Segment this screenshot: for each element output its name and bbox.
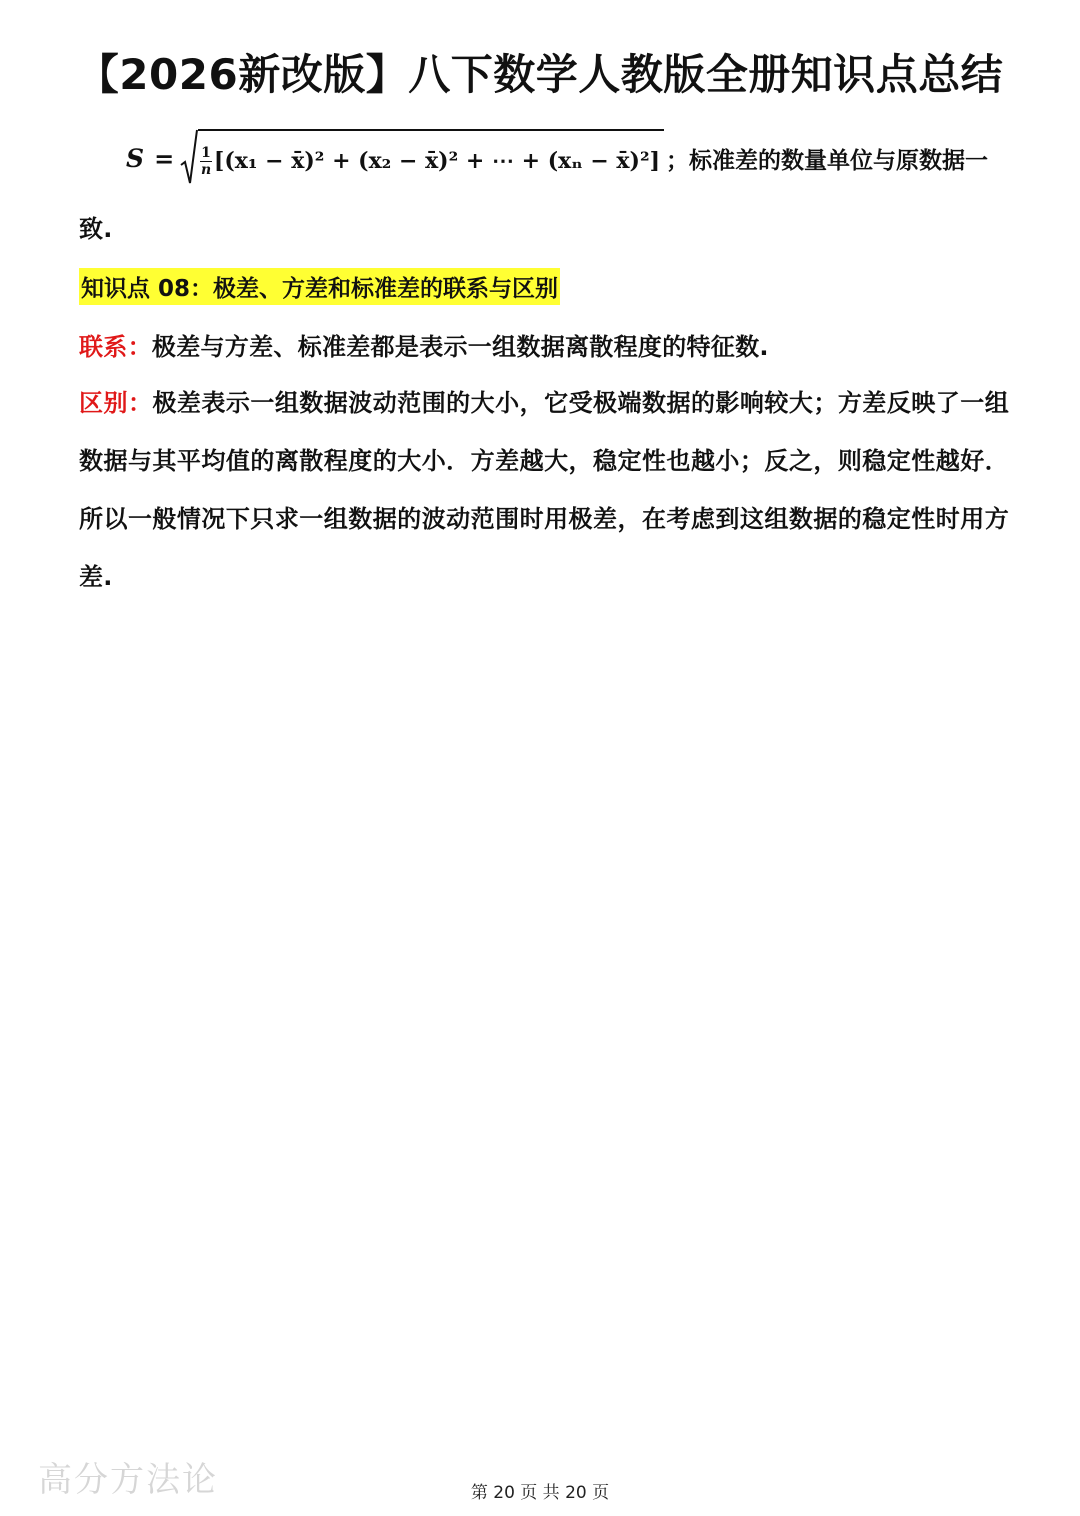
radicand-expression: [(x₁ − x̄)² + (x₂ − x̄)² + ⋯ + (xₙ − x̄)²] (213, 148, 661, 174)
radical-sign-icon (180, 129, 198, 187)
difference-text: 极差表示一组数据波动范围的大小，它受极端数据的影响较大；方差反映了一组数据与其平均值的离散程度的大小．方差越大，稳定性也越小；反之，则稳定性越好．所以一般情况下只求一组数据的波动范围时用极差，在考虑到这组数据的稳定性时用方差. (79, 389, 1009, 591)
page-footer: 第 20 页 共 20 页 (470, 1483, 610, 1503)
watermark: 高分方法论 (38, 1460, 218, 1500)
relation-paragraph (79, 318, 1009, 376)
formula-trailing-text: ；标准差的数量单位与原数据一 (666, 147, 989, 174)
document-title: 【2026新改版】八下数学人教版全册知识点总结 (76, 50, 1004, 99)
continuation-text: 致. (79, 215, 113, 243)
square-root (180, 129, 664, 187)
relation-label: 联系： (79, 333, 152, 361)
section-heading-wrapper (79, 268, 560, 305)
fraction-numerator: 1 (201, 144, 211, 161)
fraction-denominator: n (200, 161, 212, 178)
formula-equals: = (154, 143, 175, 173)
standard-deviation-formula (126, 128, 1006, 188)
difference-paragraph (79, 374, 1009, 606)
formula-fraction (200, 145, 212, 178)
formula-radicand (198, 129, 664, 187)
section-heading: 知识点 08：极差、方差和标准差的联系与区别 (79, 268, 560, 305)
formula-lhs: S (126, 143, 145, 173)
difference-label: 区别： (79, 389, 153, 417)
relation-text: 极差与方差、标准差都是表示一组数据离散程度的特征数. (151, 333, 769, 361)
